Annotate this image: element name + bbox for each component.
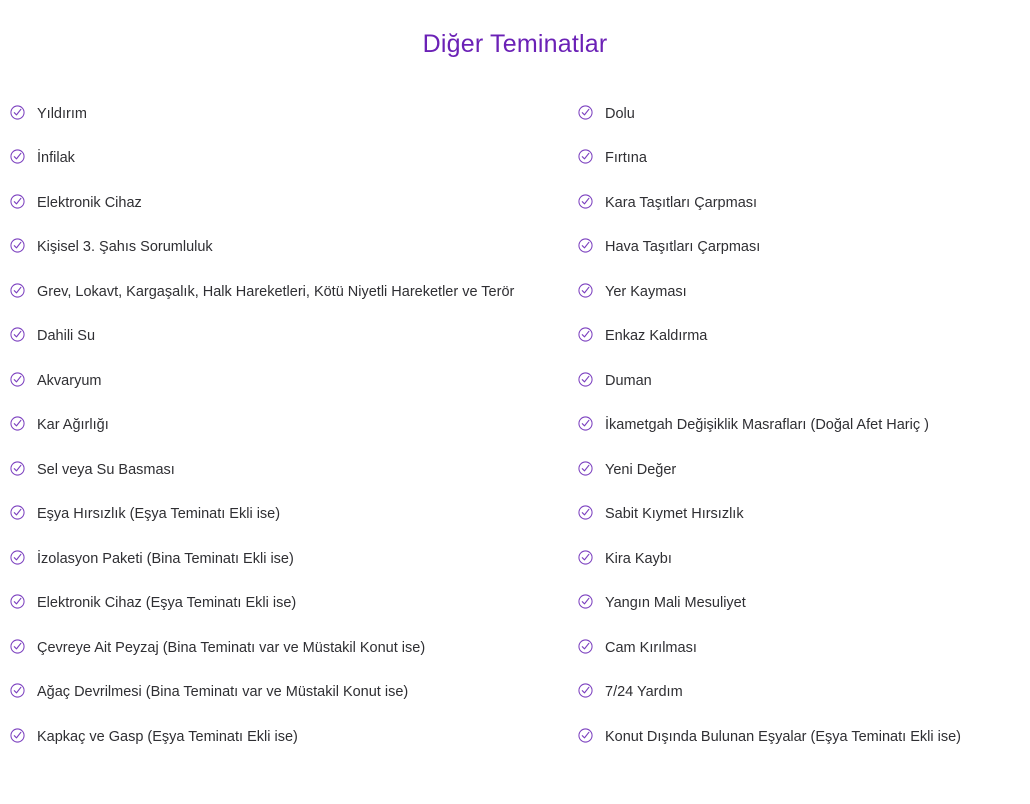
check-circle-icon <box>10 728 25 743</box>
coverage-list-right <box>578 103 1030 748</box>
list-item <box>578 414 1030 436</box>
coverage-item-label: Çevreye Ait Peyzaj (Bina Teminatı var ve Müstakil Konut ise) <box>37 639 426 656</box>
coverage-item-label: Kara Taşıtları Çarpması <box>605 194 758 211</box>
list-item <box>578 236 1030 258</box>
coverage-item-label: Hava Taşıtları Çarpması <box>605 239 761 256</box>
coverage-item-label: Dahili Su <box>37 328 96 345</box>
list-item <box>10 192 570 214</box>
check-circle-icon <box>578 550 593 565</box>
coverage-item-label: Duman <box>605 372 652 389</box>
check-circle-icon <box>10 283 25 298</box>
list-item <box>10 414 570 436</box>
check-circle-icon <box>578 594 593 609</box>
check-circle-icon <box>10 238 25 253</box>
check-circle-icon <box>578 105 593 120</box>
coverages-column-left <box>0 103 570 770</box>
list-item <box>578 726 1030 748</box>
coverage-item-label: Sel veya Su Basması <box>37 461 175 478</box>
list-item <box>10 281 570 303</box>
list-item <box>578 681 1030 703</box>
check-circle-icon <box>10 416 25 431</box>
coverage-item-label: Cam Kırılması <box>605 639 697 656</box>
check-circle-icon <box>578 149 593 164</box>
list-item <box>10 459 570 481</box>
coverage-item-label: Eşya Hırsızlık (Eşya Teminatı Ekli ise) <box>37 506 281 523</box>
check-circle-icon <box>10 194 25 209</box>
coverage-item-label: İkametgah Değişiklik Masrafları (Doğal Afet Hariç ) <box>605 417 929 434</box>
check-circle-icon <box>10 327 25 342</box>
list-item <box>10 592 570 614</box>
list-item <box>578 103 1030 125</box>
coverage-item-label: Kişisel 3. Şahıs Sorumluluk <box>37 239 213 256</box>
check-circle-icon <box>10 372 25 387</box>
check-circle-icon <box>578 416 593 431</box>
coverage-item-label: Elektronik Cihaz (Eşya Teminatı Ekli ise) <box>37 595 297 612</box>
coverage-item-label: Elektronik Cihaz <box>37 194 142 211</box>
list-item <box>10 147 570 169</box>
list-item <box>578 548 1030 570</box>
list-item <box>578 281 1030 303</box>
list-item <box>10 681 570 703</box>
list-item <box>10 726 570 748</box>
coverage-item-label: İzolasyon Paketi (Bina Teminatı Ekli ise) <box>37 550 294 567</box>
page-title: Diğer Teminatlar <box>422 30 608 58</box>
check-circle-icon <box>10 683 25 698</box>
list-item <box>578 147 1030 169</box>
list-item <box>578 370 1030 392</box>
coverage-item-label: Kapkaç ve Gasp (Eşya Teminatı Ekli ise) <box>37 728 298 745</box>
check-circle-icon <box>578 505 593 520</box>
list-item <box>10 103 570 125</box>
list-item <box>578 459 1030 481</box>
coverage-item-label: Yeni Değer <box>605 461 677 478</box>
coverage-item-label: Dolu <box>605 106 635 122</box>
coverage-item-label: Yangın Mali Mesuliyet <box>605 595 746 612</box>
check-circle-icon <box>10 105 25 120</box>
list-item <box>578 637 1030 659</box>
check-circle-icon <box>10 505 25 520</box>
check-circle-icon <box>578 238 593 253</box>
list-item <box>10 503 570 525</box>
coverage-item-label: Grev, Lokavt, Kargaşalık, Halk Hareketleri, Kötü Niyetli Hareketler ve Terör <box>37 283 515 300</box>
list-item <box>578 325 1030 347</box>
coverage-item-label: Kar Ağırlığı <box>37 417 109 434</box>
list-item <box>10 637 570 659</box>
check-circle-icon <box>578 461 593 476</box>
check-circle-icon <box>10 550 25 565</box>
list-item <box>10 236 570 258</box>
coverage-item-label: Sabit Kıymet Hırsızlık <box>605 506 744 523</box>
coverage-item-label: Enkaz Kaldırma <box>605 328 708 345</box>
coverages-columns <box>0 103 1030 770</box>
check-circle-icon <box>10 461 25 476</box>
check-circle-icon <box>10 149 25 164</box>
coverages-column-right <box>570 103 1030 770</box>
coverage-item-label: Yıldırım <box>37 106 87 122</box>
list-item <box>10 325 570 347</box>
coverage-item-label: Konut Dışında Bulunan Eşyalar (Eşya Teminatı Ekli ise) <box>605 728 961 745</box>
check-circle-icon <box>578 639 593 654</box>
list-item <box>578 503 1030 525</box>
check-circle-icon <box>578 728 593 743</box>
check-circle-icon <box>10 594 25 609</box>
list-item <box>10 370 570 392</box>
coverage-item-label: 7/24 Yardım <box>605 684 683 701</box>
list-item <box>578 192 1030 214</box>
list-item <box>578 592 1030 614</box>
check-circle-icon <box>578 194 593 209</box>
check-circle-icon <box>578 327 593 342</box>
check-circle-icon <box>10 639 25 654</box>
list-item <box>10 548 570 570</box>
coverage-item-label: İnfilak <box>37 150 75 167</box>
coverage-item-label: Fırtına <box>605 150 647 167</box>
coverage-list-left <box>10 103 570 748</box>
check-circle-icon <box>578 283 593 298</box>
coverage-item-label: Yer Kayması <box>605 283 687 300</box>
check-circle-icon <box>578 683 593 698</box>
coverage-item-label: Akvaryum <box>37 372 102 389</box>
check-circle-icon <box>578 372 593 387</box>
coverage-item-label: Kira Kaybı <box>605 550 672 567</box>
coverage-item-label: Ağaç Devrilmesi (Bina Teminatı var ve Müstakil Konut ise) <box>37 684 409 701</box>
